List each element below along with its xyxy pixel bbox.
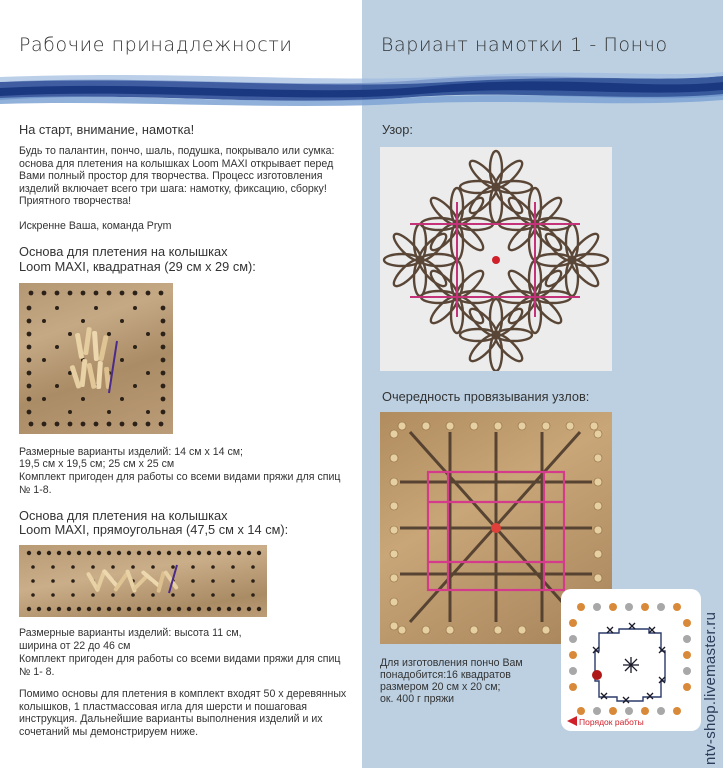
scheme-peg (609, 603, 617, 611)
loom-peg (594, 502, 602, 510)
poncho-text-line3: размером 20 см х 20 см; (380, 681, 501, 693)
peg-hole (55, 422, 60, 427)
peg-hole (133, 422, 138, 427)
peg-hole (37, 551, 41, 555)
scheme-peg (641, 603, 649, 611)
loom-peg (390, 574, 398, 582)
loom-peg (446, 626, 454, 634)
loom-peg (470, 422, 478, 430)
loom-peg (390, 526, 398, 534)
left-page-title: Рабочие принадлежности (19, 34, 293, 56)
peg-hole (231, 565, 235, 569)
scheme-peg (569, 667, 577, 675)
peg-hole (146, 422, 151, 427)
peg-hole (147, 607, 151, 611)
peg-hole (237, 607, 241, 611)
peg-hole (191, 593, 195, 597)
peg-hole (137, 551, 141, 555)
scheme-peg (683, 619, 691, 627)
peg-hole (187, 551, 191, 555)
peg-hole (161, 397, 166, 402)
scheme-peg (683, 635, 691, 643)
peg-hole (107, 422, 112, 427)
peg-hole (207, 551, 211, 555)
loom-peg (398, 422, 406, 430)
peg-hole (31, 593, 35, 597)
peg-hole (55, 384, 59, 388)
square-heading-line1: Основа для плетения на колышках (19, 244, 228, 259)
peg-hole (94, 306, 98, 310)
peg-hole (127, 607, 131, 611)
peg-hole (68, 291, 73, 296)
peg-hole (227, 551, 231, 555)
poncho-text-line4: ок. 400 г пряжи (380, 693, 455, 705)
peg-hole (107, 607, 111, 611)
peg-hole (81, 291, 86, 296)
loom-peg (390, 478, 398, 486)
peg-hole (71, 593, 75, 597)
square-sizes-line1: Размерные варианты изделий: 14 см х 14 см; (19, 446, 243, 458)
scheme-peg (609, 707, 617, 715)
scheme-peg (683, 667, 691, 675)
peg-hole (51, 565, 55, 569)
rect-heading-line2: Loom MAXI, прямоугольная (47,5 см х 14 см): (19, 522, 289, 537)
peg-hole (151, 593, 155, 597)
peg-hole (161, 345, 166, 350)
peg-hole (157, 607, 161, 611)
peg-hole (161, 410, 166, 415)
watermark-text: ntv-shop.livemaster.ru (702, 611, 719, 765)
peg-hole (87, 607, 91, 611)
scheme-peg (657, 707, 665, 715)
peg-hole (107, 332, 111, 336)
loom-peg (594, 574, 602, 582)
peg-hole (81, 319, 85, 323)
peg-hole (27, 371, 32, 376)
peg-hole (67, 551, 71, 555)
peg-hole (97, 551, 101, 555)
yarn-petal (492, 157, 526, 191)
peg-hole (94, 291, 99, 296)
peg-hole (161, 332, 166, 337)
loom-peg (422, 626, 430, 634)
peg-hole (257, 551, 261, 555)
peg-hole (171, 565, 175, 569)
peg-hole (257, 607, 261, 611)
loom-peg (390, 598, 398, 606)
scheme-peg (569, 619, 577, 627)
order-label: Очередность провязывания узлов: (382, 389, 590, 404)
peg-hole (247, 607, 251, 611)
peg-hole (167, 607, 171, 611)
peg-hole (146, 332, 150, 336)
peg-hole (27, 607, 31, 611)
peg-hole (191, 579, 195, 583)
pattern-label: Узор: (382, 122, 413, 137)
scheme-peg (673, 707, 681, 715)
scheme-label: Порядок работы (579, 717, 644, 727)
peg-hole (51, 593, 55, 597)
peg-hole (71, 565, 75, 569)
work-order-scheme (561, 589, 701, 731)
rect-heading-line1: Основа для плетения на колышках (19, 508, 228, 523)
peg-hole (55, 306, 59, 310)
peg-hole (111, 593, 115, 597)
peg-hole (91, 565, 95, 569)
peg-hole (27, 319, 32, 324)
scheme-peg (577, 707, 585, 715)
peg-hole (231, 579, 235, 583)
peg-hole (29, 422, 34, 427)
peg-hole (107, 551, 111, 555)
scheme-peg (683, 651, 691, 659)
peg-hole (120, 358, 124, 362)
peg-hole (68, 332, 72, 336)
peg-hole (247, 551, 251, 555)
scheme-peg (569, 651, 577, 659)
peg-hole (159, 291, 164, 296)
intro-text: Будь то палантин, пончо, шаль, подушка, покрывало или сумка: основа для плетения на колышках Loom MAXI открывает перед Вами полный простор для творчества. Процесс изготовления изделий включает всего три шага: намотку, фиксацию, сборку! Приятного творчества! (19, 145, 335, 208)
right-page-title: Вариант намотки 1 - Пончо (381, 34, 668, 56)
peg-hole (207, 607, 211, 611)
peg-hole (191, 565, 195, 569)
loom-peg (518, 422, 526, 430)
loom-peg (594, 526, 602, 534)
rect-loom-illustration (19, 545, 267, 617)
peg-hole (161, 306, 166, 311)
scheme-peg (625, 707, 633, 715)
peg-hole (31, 565, 35, 569)
peg-hole (47, 607, 51, 611)
peg-hole (146, 410, 150, 414)
loom-peg (542, 422, 550, 430)
yarn-petal (416, 230, 450, 264)
peg-hole (157, 551, 161, 555)
scheme-peg (569, 635, 577, 643)
peg-hole (237, 551, 241, 555)
peg-hole (27, 551, 31, 555)
peg-hole (146, 371, 150, 375)
poncho-text-line1: Для изготовления пончо Вам (380, 657, 523, 669)
peg-hole (211, 565, 215, 569)
peg-hole (27, 332, 32, 337)
loom-peg (390, 430, 398, 438)
peg-hole (77, 551, 81, 555)
peg-hole (211, 579, 215, 583)
signature: Искренне Ваша, команда Prym (19, 220, 172, 232)
peg-hole (120, 422, 125, 427)
scheme-peg (673, 603, 681, 611)
loom-peg (390, 550, 398, 558)
rect-kit-text: Комплект пригоден для работы со всеми видами пряжи для спиц № 1- 8. (19, 653, 341, 678)
square-loom-photo (19, 283, 173, 434)
peg-hole (177, 551, 181, 555)
peg-hole (137, 607, 141, 611)
peg-hole (47, 551, 51, 555)
loom-peg (494, 422, 502, 430)
peg-hole (27, 306, 32, 311)
peg-hole (120, 319, 124, 323)
peg-hole (37, 607, 41, 611)
scheme-peg (577, 603, 585, 611)
loom-peg (390, 502, 398, 510)
peg-hole (27, 345, 32, 350)
peg-hole (131, 565, 135, 569)
square-loom-illustration (19, 283, 173, 434)
loom-peg (390, 454, 398, 462)
loom-peg (398, 626, 406, 634)
peg-hole (133, 291, 138, 296)
peg-hole (55, 345, 59, 349)
peg-hole (67, 607, 71, 611)
scheme-peg (569, 683, 577, 691)
loom-peg (594, 550, 602, 558)
pattern-flower-illustration (380, 147, 612, 371)
peg-hole (94, 422, 99, 427)
peg-hole (42, 397, 46, 401)
peg-hole (107, 410, 111, 414)
peg-hole (187, 607, 191, 611)
peg-hole (117, 607, 121, 611)
peg-hole (42, 358, 46, 362)
loom-peg (422, 422, 430, 430)
peg-hole (161, 384, 166, 389)
peg-hole (231, 593, 235, 597)
peg-hole (42, 319, 46, 323)
peg-hole (55, 291, 60, 296)
peg-hole (197, 551, 201, 555)
peg-hole (251, 593, 255, 597)
peg-hole (57, 607, 61, 611)
peg-hole (111, 565, 115, 569)
loom-peg (470, 626, 478, 634)
header-wave-band (0, 68, 723, 112)
loom-peg (594, 478, 602, 486)
peg-hole (161, 358, 166, 363)
pattern-photo (380, 147, 612, 371)
peg-hole (107, 291, 112, 296)
peg-hole (151, 565, 155, 569)
peg-hole (211, 593, 215, 597)
scheme-peg (641, 707, 649, 715)
peg-hole (68, 410, 72, 414)
peg-hole (91, 593, 95, 597)
peg-hole (71, 579, 75, 583)
peg-hole (27, 358, 32, 363)
peg-hole (177, 607, 181, 611)
peg-hole (31, 579, 35, 583)
peg-hole (147, 551, 151, 555)
loom-peg (566, 422, 574, 430)
peg-hole (29, 291, 34, 296)
peg-hole (133, 306, 137, 310)
rect-sizes-line1: Размерные варианты изделий: высота 11 см, (19, 627, 242, 639)
peg-hole (146, 291, 151, 296)
scheme-diagram (561, 589, 701, 731)
loom-peg (594, 430, 602, 438)
peg-hole (42, 422, 47, 427)
scheme-peg (593, 707, 601, 715)
peg-hole (131, 593, 135, 597)
loom-peg (390, 622, 398, 630)
loom-peg (542, 626, 550, 634)
peg-hole (133, 345, 137, 349)
peg-hole (161, 371, 166, 376)
peg-hole (217, 607, 221, 611)
square-heading-line2: Loom MAXI, квадратная (29 см х 29 см): (19, 259, 256, 274)
peg-hole (133, 384, 137, 388)
square-kit-text: Комплект пригоден для работы со всеми видами пряжи для спиц № 1-8. (19, 471, 341, 496)
peg-hole (117, 551, 121, 555)
yarn-petal (568, 230, 602, 264)
poncho-text-line2: понадобится:16 квадратов (380, 669, 511, 681)
footer-text: Помимо основы для плетения в комплект входят 50 х деревянных колышков, 1 пластмассовая игла для шерсти и пошаговая инструкция. Дальнейшие варианты выполнения изделий и их сочетаний мы демонстрируем ниже. (19, 688, 347, 738)
loom-peg (446, 422, 454, 430)
peg-hole (217, 551, 221, 555)
rect-loom-photo (19, 545, 267, 617)
square-sizes-line2: 19,5 см х 19,5 см; 25 см х 25 см (19, 458, 175, 470)
scheme-peg (625, 603, 633, 611)
loom-peg (594, 454, 602, 462)
peg-hole (167, 551, 171, 555)
peg-hole (27, 397, 32, 402)
peg-hole (120, 397, 124, 401)
peg-hole (87, 551, 91, 555)
peg-hole (57, 551, 61, 555)
peg-hole (161, 319, 166, 324)
peg-hole (42, 291, 47, 296)
peg-hole (77, 607, 81, 611)
peg-hole (251, 579, 255, 583)
peg-hole (159, 422, 164, 427)
peg-hole (27, 410, 32, 415)
peg-hole (120, 291, 125, 296)
peg-hole (227, 607, 231, 611)
peg-hole (97, 607, 101, 611)
peg-hole (127, 551, 131, 555)
peg-hole (81, 397, 85, 401)
peg-hole (171, 593, 175, 597)
loom-peg (518, 626, 526, 634)
rect-sizes-line2: ширина от 22 до 46 см (19, 640, 131, 652)
peg-hole (27, 384, 32, 389)
loom-peg (590, 422, 598, 430)
loom-peg (494, 626, 502, 634)
scheme-peg (657, 603, 665, 611)
peg-hole (251, 565, 255, 569)
scheme-peg (683, 683, 691, 691)
peg-hole (197, 607, 201, 611)
peg-hole (68, 422, 73, 427)
scheme-peg (593, 603, 601, 611)
peg-hole (81, 422, 86, 427)
peg-hole (51, 579, 55, 583)
intro-heading: На старт, внимание, намотка! (19, 122, 195, 137)
